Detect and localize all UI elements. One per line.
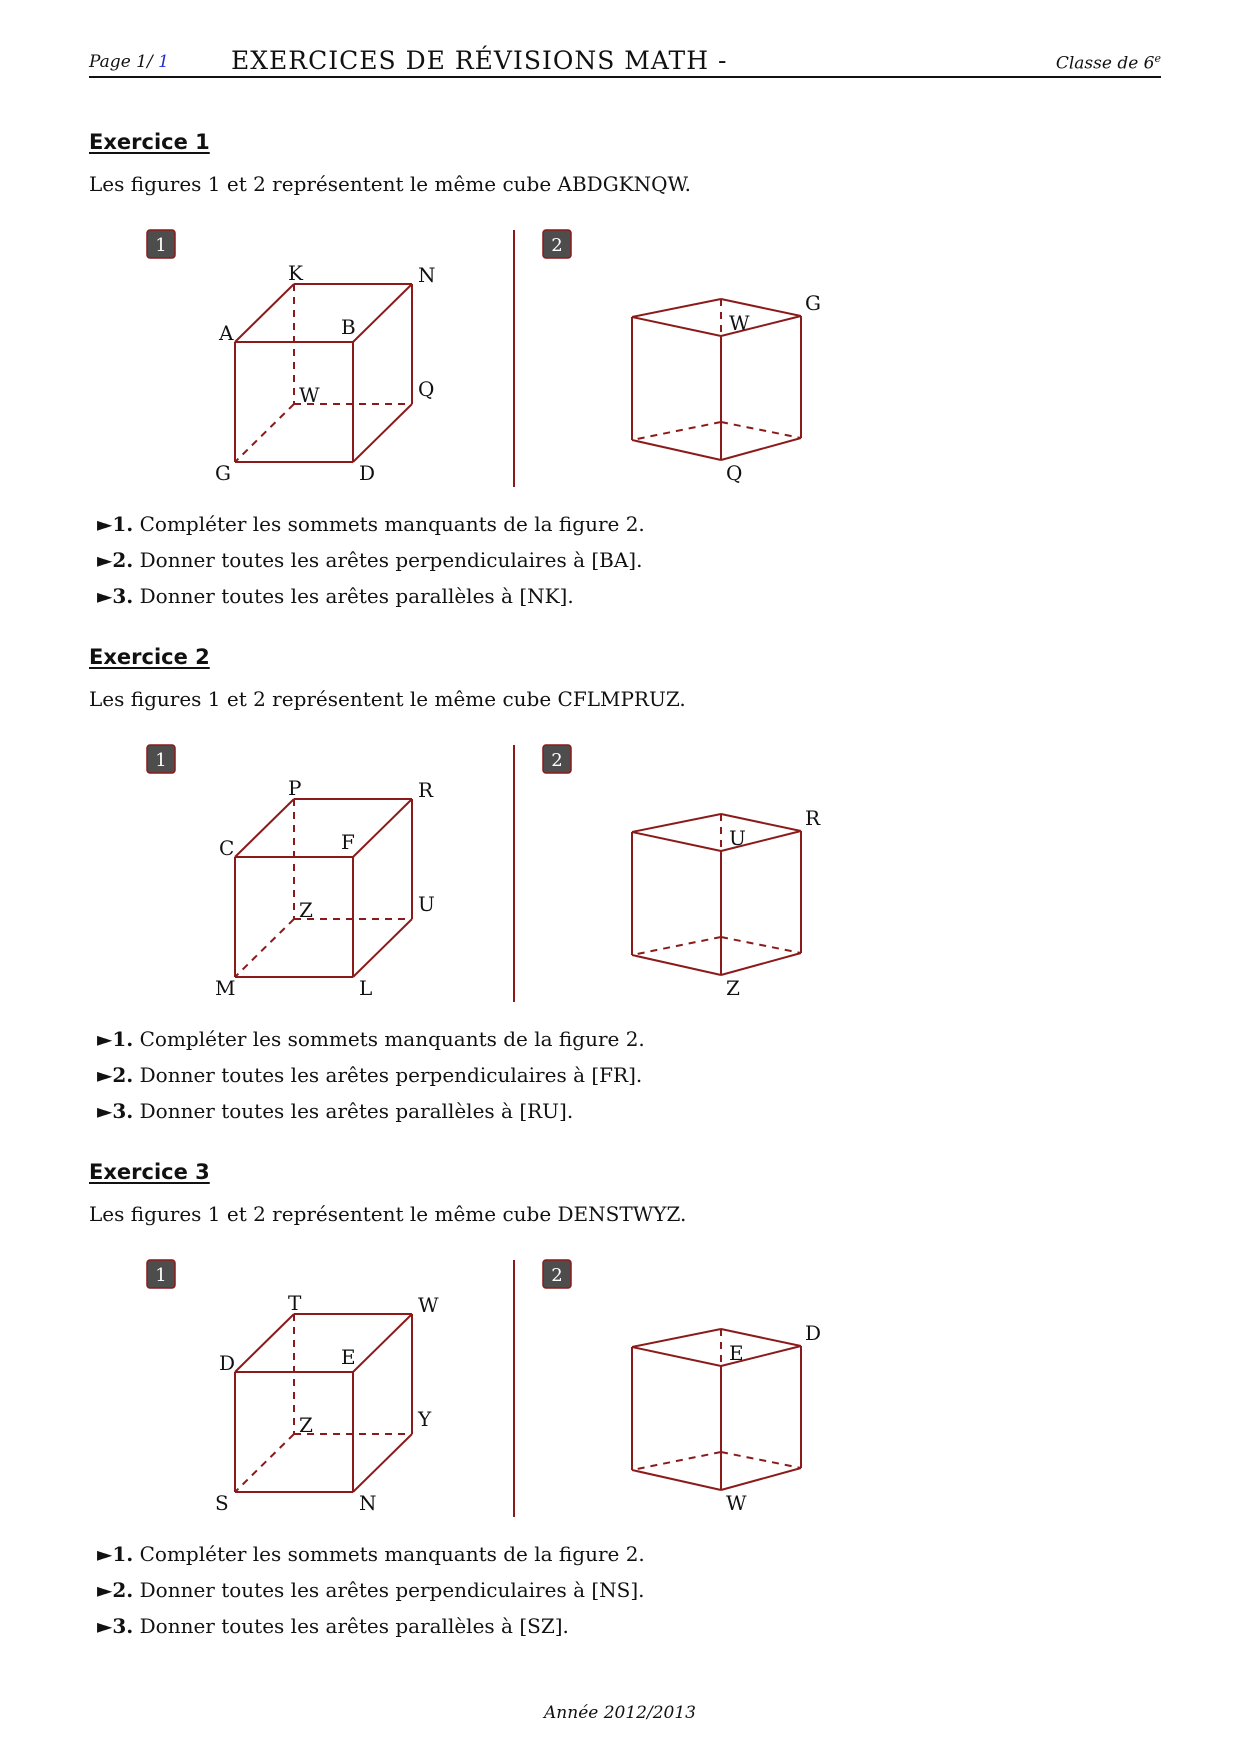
question-marker: ►1. xyxy=(97,1027,134,1051)
cube-edge xyxy=(235,1314,294,1372)
vertex-label: T xyxy=(288,1291,302,1315)
figure-2-badge: 2 xyxy=(551,750,563,771)
question-item xyxy=(97,1021,645,1057)
question-text: Compléter les sommets manquants de la figure 2. xyxy=(139,1542,645,1566)
cube-edge xyxy=(632,1470,721,1490)
question-item xyxy=(97,1536,645,1572)
vertex-label: Y xyxy=(418,1407,432,1431)
vertex-label: Q xyxy=(726,461,743,485)
vertex-label: R xyxy=(418,778,434,802)
vertex-label: Q xyxy=(418,377,435,401)
vertex-label: N xyxy=(359,1491,377,1515)
document-title: EXERCICES DE RÉVISIONS MATH - xyxy=(231,46,728,75)
hidden-edge xyxy=(721,422,801,438)
vertex-label: F xyxy=(341,830,355,854)
vertex-label: W xyxy=(726,1491,747,1515)
cube-edge xyxy=(632,1347,721,1366)
cube-edge xyxy=(235,799,294,857)
cube-edge xyxy=(721,1468,801,1490)
vertex-label: N xyxy=(418,263,436,287)
exercise-2 xyxy=(89,645,1161,1123)
class-sup: e xyxy=(1154,52,1161,65)
exercise-intro: Les figures 1 et 2 représentent le même cube DENSTWYZ. xyxy=(89,1202,687,1226)
question-item xyxy=(97,1608,645,1644)
hidden-edge xyxy=(721,1452,801,1468)
cube-edge xyxy=(721,953,801,975)
vertex-label: B xyxy=(341,315,356,339)
question-list xyxy=(97,1536,645,1644)
question-list xyxy=(97,506,645,614)
figure-1-badge: 1 xyxy=(155,235,167,256)
exercise-3 xyxy=(89,1160,1161,1638)
question-marker: ►1. xyxy=(97,512,134,536)
vertex-label: E xyxy=(341,1345,356,1369)
cube-figures xyxy=(89,1160,1161,1536)
figure-1-badge: 1 xyxy=(155,1265,167,1286)
vertex-label: Z xyxy=(299,898,313,922)
vertex-label: A xyxy=(219,321,234,345)
vertex-label: G xyxy=(215,461,231,485)
page-header xyxy=(89,46,1161,78)
question-marker: ►3. xyxy=(97,1614,134,1638)
question-marker: ►3. xyxy=(97,584,134,608)
cube-edge xyxy=(353,919,412,977)
figure-2-badge: 2 xyxy=(551,1265,563,1286)
vertex-label: D xyxy=(219,1351,236,1375)
cube-edge xyxy=(632,1329,721,1347)
page-number xyxy=(89,52,169,72)
cube-figures xyxy=(89,645,1161,1021)
vertex-label: R xyxy=(805,806,821,830)
class-label: Classe de 6 xyxy=(1055,53,1155,74)
question-item xyxy=(97,578,645,614)
question-text: Compléter les sommets manquants de la figure 2. xyxy=(139,512,645,536)
cube-figures xyxy=(89,130,1161,506)
vertex-label: Z xyxy=(299,1413,313,1437)
exercise-title: Exercice 2 xyxy=(89,645,210,669)
vertex-label: G xyxy=(805,291,821,315)
hidden-edge xyxy=(235,404,294,462)
cube-edge xyxy=(353,799,412,857)
question-item xyxy=(97,1572,645,1608)
exercise-1 xyxy=(89,130,1161,608)
vertex-label: D xyxy=(359,461,376,485)
vertex-label: M xyxy=(215,976,236,1000)
vertex-label: L xyxy=(359,976,373,1000)
hidden-edge xyxy=(235,919,294,977)
cube-edge xyxy=(632,299,721,317)
figure-1-badge: 1 xyxy=(155,750,167,771)
cube-edge xyxy=(632,955,721,975)
question-text: Donner toutes les arêtes parallèles à [SZ]. xyxy=(139,1614,569,1638)
vertex-label: D xyxy=(805,1321,822,1345)
question-marker: ►2. xyxy=(97,1063,134,1087)
question-text: Donner toutes les arêtes perpendiculaires à [BA]. xyxy=(139,548,643,572)
vertex-label: W xyxy=(418,1293,439,1317)
question-list xyxy=(97,1021,645,1129)
vertex-label: Z xyxy=(726,976,740,1000)
exercise-title: Exercice 1 xyxy=(89,130,210,154)
cube-edge xyxy=(632,440,721,460)
vertex-label: P xyxy=(288,776,302,800)
cube-edge xyxy=(353,1314,412,1372)
question-marker: ►2. xyxy=(97,548,134,572)
cube-edge xyxy=(353,284,412,342)
hidden-edge xyxy=(721,937,801,953)
hidden-edge xyxy=(235,1434,294,1492)
vertex-label: K xyxy=(288,261,303,285)
question-text: Compléter les sommets manquants de la figure 2. xyxy=(139,1027,645,1051)
question-marker: ►1. xyxy=(97,1542,134,1566)
cube-edge xyxy=(235,284,294,342)
cube-edge xyxy=(632,317,721,336)
question-text: Donner toutes les arêtes perpendiculaires à [FR]. xyxy=(139,1063,643,1087)
question-text: Donner toutes les arêtes perpendiculaires à [NS]. xyxy=(139,1578,645,1602)
hidden-edge xyxy=(632,937,721,955)
question-marker: ►3. xyxy=(97,1099,134,1123)
vertex-label: S xyxy=(215,1491,229,1515)
vertex-label: W xyxy=(729,311,750,335)
question-item xyxy=(97,1057,645,1093)
vertex-label: U xyxy=(418,892,435,916)
hidden-edge xyxy=(632,1452,721,1470)
cube-edge xyxy=(632,832,721,851)
hidden-edge xyxy=(632,422,721,440)
exercise-title: Exercice 3 xyxy=(89,1160,210,1184)
figure-2-badge: 2 xyxy=(551,235,563,256)
exercise-intro: Les figures 1 et 2 représentent le même cube CFLMPRUZ. xyxy=(89,687,686,711)
question-text: Donner toutes les arêtes parallèles à [NK]. xyxy=(139,584,574,608)
class-level xyxy=(1056,52,1161,74)
vertex-label: U xyxy=(729,826,746,850)
cube-edge xyxy=(632,814,721,832)
cube-edge xyxy=(353,1434,412,1492)
vertex-label: E xyxy=(729,1341,744,1365)
cube-edge xyxy=(721,438,801,460)
question-item xyxy=(97,1093,645,1129)
cube-edge xyxy=(353,404,412,462)
question-item xyxy=(97,506,645,542)
exercise-intro: Les figures 1 et 2 représentent le même cube ABDGKNQW. xyxy=(89,172,691,196)
vertex-label: C xyxy=(219,836,235,860)
question-text: Donner toutes les arêtes parallèles à [RU]. xyxy=(139,1099,574,1123)
page-footer: Année 2012/2013 xyxy=(544,1703,696,1723)
question-marker: ►2. xyxy=(97,1578,134,1602)
vertex-label: W xyxy=(299,383,320,407)
page-total-link[interactable]: 1 xyxy=(158,52,169,72)
page-label: Page 1/ xyxy=(89,52,153,72)
question-item xyxy=(97,542,645,578)
